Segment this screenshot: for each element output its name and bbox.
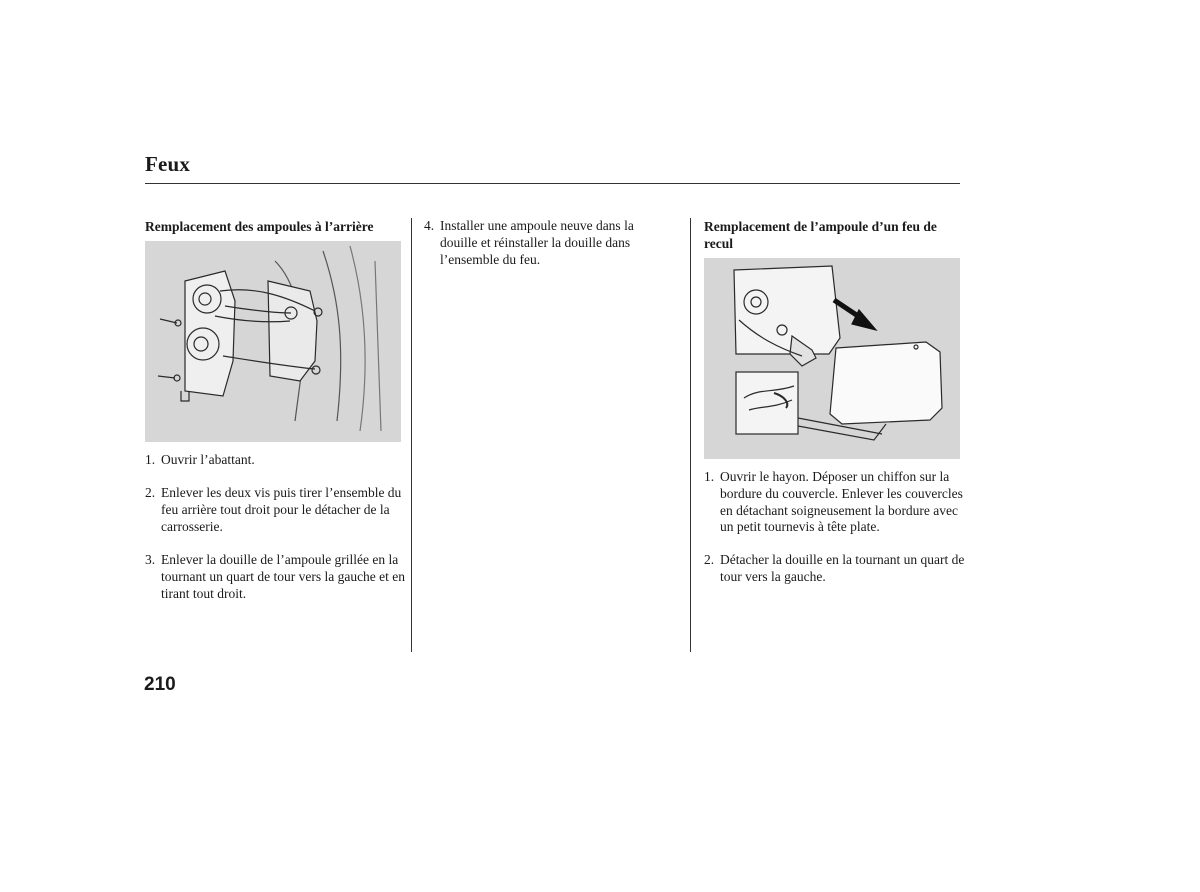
title-divider <box>145 183 960 184</box>
step-item <box>704 469 966 536</box>
step-text: Enlever la douille de l’ampoule grillée en la tournant un quart de tour vers la gauche et en tirant tout droit. <box>161 552 406 601</box>
step-item <box>704 552 966 586</box>
step-item <box>145 552 407 602</box>
step-item <box>424 218 654 268</box>
rear-light-illustration <box>145 241 401 442</box>
page-number: 210 <box>144 674 176 695</box>
step-number: 1. <box>704 469 715 484</box>
step-number: 1. <box>145 452 156 467</box>
step-number: 2. <box>704 552 715 567</box>
page-title: Feux <box>145 152 191 176</box>
step-number: 4. <box>424 218 435 233</box>
step-text: Installer une ampoule neuve dans la douille et réinstaller la douille dans l’ensemble du feu. <box>440 218 634 267</box>
step-text: Détacher la douille en la tournant un quart de tour vers la gauche. <box>720 552 965 584</box>
column-divider-right <box>690 218 691 652</box>
backup-light-heading: Remplacement de l’ampoule d’un feu de recul <box>704 219 937 251</box>
column-divider-left <box>411 218 412 652</box>
step-item <box>145 452 407 469</box>
step-number: 3. <box>145 552 156 567</box>
step-text: Ouvrir l’abattant. <box>161 452 255 467</box>
step-text: Enlever les deux vis puis tirer l’ensemble du feu arrière tout droit pour le détacher de la carrosserie. <box>161 485 402 534</box>
step-number: 2. <box>145 485 156 500</box>
step-text: Ouvrir le hayon. Déposer un chiffon sur la bordure du couvercle. Enlever les couvercles en détachant soigneusement la bordure avec un petit tournevis à tête plate. <box>720 469 963 535</box>
backup-light-illustration <box>704 258 960 459</box>
step-item <box>145 485 407 535</box>
rear-bulbs-heading: Remplacement des ampoules à l’arrière <box>145 219 374 234</box>
